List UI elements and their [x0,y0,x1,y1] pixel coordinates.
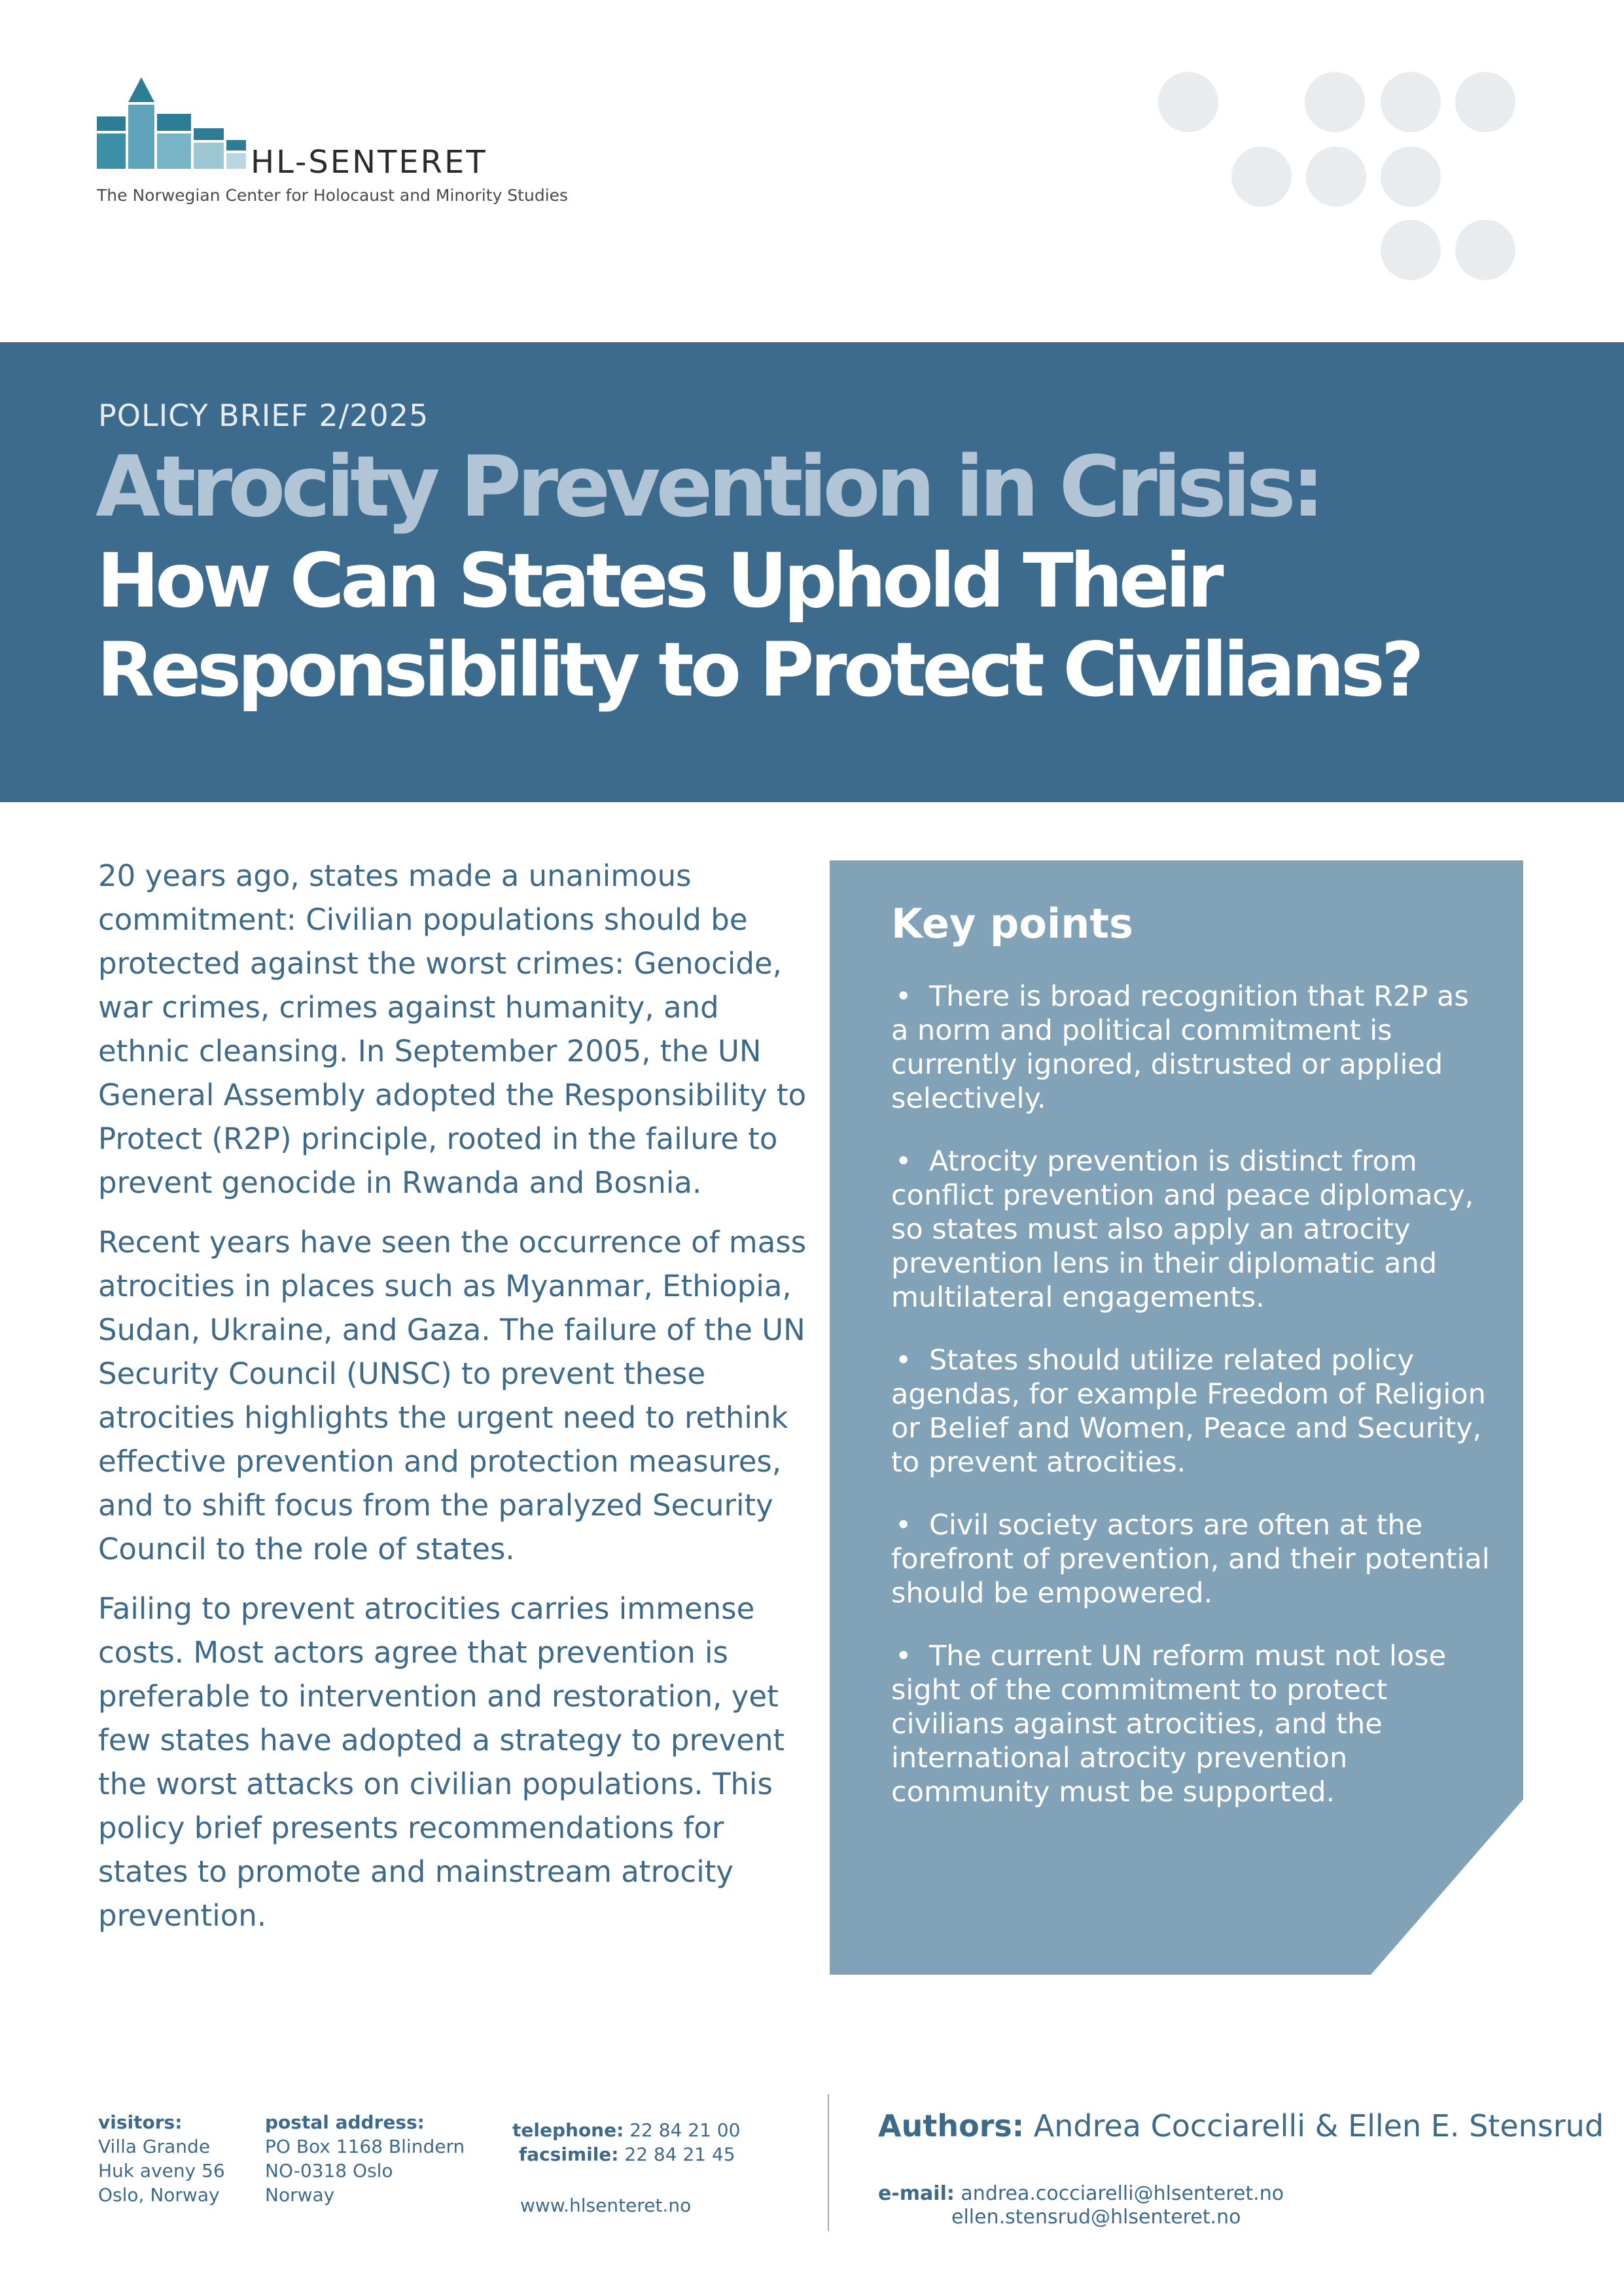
author-emails [878,2182,1284,2229]
address-line: PO Box 1168 Blindern [265,2136,465,2157]
address-line: Villa Grande [98,2136,211,2157]
footer-divider [828,2094,829,2231]
website-link[interactable]: www.hlsenteret.no [520,2195,692,2216]
organization-logo [97,77,633,208]
postal-label: postal address: [265,2111,425,2133]
key-point-text: The current UN reform must not lose sight of the commitment to protect civilians against atrocities, and the international atrocity prevention community must be supported. [891,1640,1447,1809]
intro-text-column [98,854,818,1953]
decorative-dot [1455,220,1515,280]
telephone-number: 22 84 21 00 [629,2119,741,2141]
bullet-icon: • [895,1145,912,1178]
key-points-heading: Key points [891,900,1133,947]
list-item [891,1144,1493,1315]
decorative-dot [1381,220,1441,280]
decorative-dot-pattern [1158,72,1525,288]
address-line: Huk aveny 56 [98,2160,225,2181]
body-paragraph: 20 years ago, states made a unanimous commitment: Civilian populations should be protected against the worst crimes: Genocide, war crimes, crimes against humanity, and ethnic cleansing. In September 2005, the UN General Assembly adopted the Responsibility to Protect (R2P) principle, rooted in the failure to prevent genocide in Rwanda and Bosnia. [98,858,807,1200]
policy-brief-label: POLICY BRIEF 2/2025 [98,398,429,433]
phone-contact [512,2118,740,2166]
bullet-icon: • [895,980,912,1013]
list-item [891,1343,1493,1479]
postal-address [265,2110,465,2207]
key-point-text: Atrocity prevention is distinct from conflict prevention and peace diplomacy, so states must also apply an atrocity prevention lens in their diplomatic and multilateral engagements. [891,1145,1474,1314]
decorative-dot [1381,72,1441,132]
key-point-text: States should utilize related policy agendas, for example Freedom of Religion or Belief and Women, Peace and Security, to prevent atrocities. [891,1344,1486,1479]
visitors-address [98,2110,225,2207]
body-paragraph: Failing to prevent atrocities carries immense costs. Most actors agree that prevention is preferable to intervention and restoration, yet few states have adopted a strategy to prevent the worst attacks on civilian populations. This policy brief presents recommendations for states to promote and mainstream atrocity prevention. [98,1591,785,1933]
visitors-label: visitors: [98,2111,183,2133]
address-line: Oslo, Norway [98,2184,220,2206]
facsimile-label: facsimile: [519,2144,619,2165]
list-item [891,1508,1493,1610]
key-point-text: Civil society actors are often at the forefront of prevention, and their potential should be empowered. [891,1509,1490,1610]
bullet-icon: • [895,1640,912,1672]
decorative-dot [1306,147,1366,207]
page-subtitle [97,537,1421,715]
decorative-dot [1381,147,1441,207]
list-item [891,1639,1493,1809]
organization-subtitle: The Norwegian Center for Holocaust and Minority Studies [97,186,569,205]
authors-line [878,2108,1604,2144]
subtitle-line: Responsibility to Protect Civilians? [97,626,1421,713]
bullet-icon: • [895,1509,912,1542]
key-point-text: There is broad recognition that R2P as a norm and political commitment is currently ignored, distrusted or applied selectively. [891,980,1469,1115]
subtitle-line: How Can States Uphold Their [97,537,1220,624]
email-link[interactable]: ellen.stensrud@hlsenteret.no [951,2206,1241,2229]
body-paragraph: Recent years have seen the occurrence of mass atrocities in places such as Myanmar, Ethiopia, Sudan, Ukraine, and Gaza. The failure of the UN Security Council (UNSC) to prevent these atrocities highlights the urgent need to rethink effective prevention and protection measures, and to shift focus from the paralyzed Security Council to the role of states. [98,1225,807,1566]
organization-name: HL-SENTERET [251,144,487,181]
authors-names: Andrea Cocciarelli & Ellen E. Stensrud [1033,2108,1604,2144]
facsimile-number: 22 84 21 45 [624,2144,735,2165]
telephone-label: telephone: [512,2119,624,2141]
decorative-dot [1158,72,1218,132]
key-points-list [891,980,1493,1838]
decorative-dot [1455,72,1515,132]
authors-label: Authors: [878,2108,1025,2144]
email-link[interactable]: andrea.cocciarelli@hlsenteret.no [961,2182,1284,2205]
decorative-dot [1305,72,1365,132]
list-item [891,980,1493,1116]
building-blocks-logo-icon [97,77,247,182]
bullet-icon: • [895,1344,912,1377]
address-line: Norway [265,2184,335,2206]
decorative-dot [1231,147,1292,207]
address-line: NO-0318 Oslo [265,2160,393,2181]
page-title: Atrocity Prevention in Crisis: [96,438,1320,536]
email-label: e-mail: [878,2182,955,2205]
